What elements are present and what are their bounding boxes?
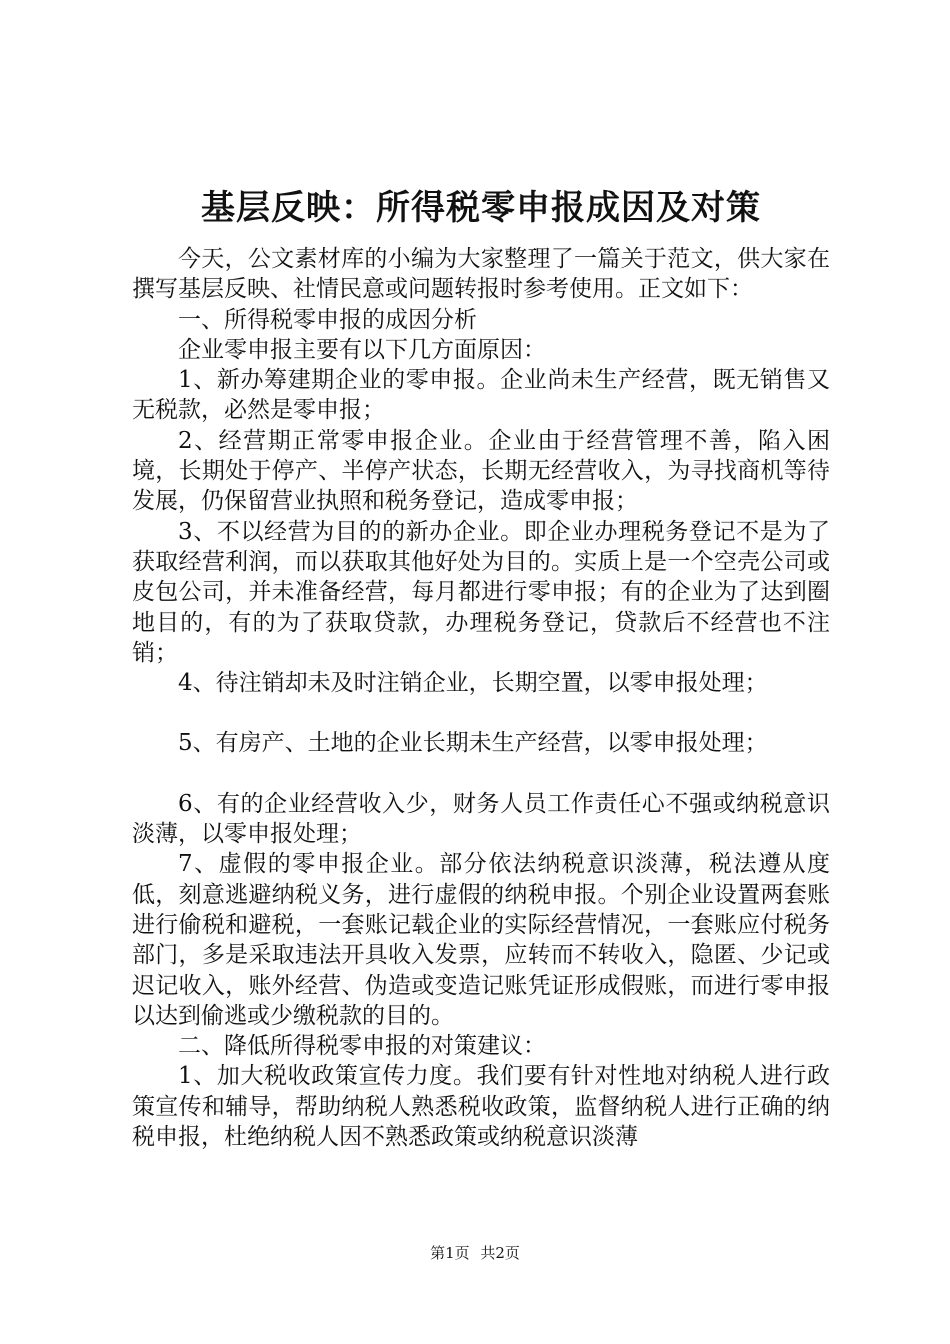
list-item-cause-3: 3、不以经营为目的的新办企业。即企业办理税务登记不是为了获取经营利润，而以获取其他好处为目的。实质上是一个空壳公司或皮包公司，并未准备经营，每月都进行零申报；有的企业为了达到圈地目的，有的为了获取贷款，办理税务登记，贷款后不经营也不注销；: [132, 518, 830, 666]
document-title: 基层反映：所得税零申报成因及对策: [201, 188, 761, 228]
page-footer: [0, 1242, 950, 1263]
section-heading-countermeasures: 二、降低所得税零申报的对策建议：: [178, 1033, 546, 1060]
list-item-cause-2: 2、经营期正常零申报企业。企业由于经营管理不善，陷入困境，长期处于停产、半停产状态，长期无经营收入，为寻找商机等待发展，仍保留营业执照和税务登记，造成零申报；: [132, 427, 830, 515]
document-body: [132, 244, 830, 1152]
list-item-cause-6: 6、有的企业经营收入少，财务人员工作责任心不强或纳税意识淡薄，以零申报处理；: [132, 790, 830, 848]
intro-paragraph: 今天，公文素材库的小编为大家整理了一篇关于范文，供大家在撰写基层反映、社情民意或问题转报时参考使用。正文如下：: [132, 246, 830, 303]
list-item-cause-5: 5、有房产、土地的企业长期未生产经营，以零申报处理；: [178, 730, 768, 757]
document-page: [132, 184, 830, 1152]
list-item-cause-7: 7、虚假的零申报企业。部分依法纳税意识淡薄，税法遵从度低，刻意逃避纳税义务，进行虚假的纳税申报。个别企业设置两套账进行偷税和避税，一套账记载企业的实际经营情况，一套账应付税务部门，多是采取违法开具收入发票，应转而不转收入，隐匿、少记或迟记收入，账外经营、伪造或变造记账凭证形成假账，而进行零申报以达到偷逃或少缴税款的目的。: [132, 851, 830, 1029]
paragraph: 企业零申报主要有以下几方面原因：: [178, 336, 546, 363]
list-item-cause-1: 1、新办筹建期企业的零申报。企业尚未生产经营，既无销售又无税款，必然是零申报；: [132, 367, 830, 424]
page-number: 第1页: [430, 1244, 470, 1262]
section-heading-causes: 一、所得税零申报的成因分析: [178, 306, 477, 333]
list-item-measure-1: 1、加大税收政策宣传力度。我们要有针对性地对纳税人进行政策宣传和辅导，帮助纳税人熟悉税收政策，监督纳税人进行正确的纳税申报，杜绝纳税人因不熟悉政策或纳税意识淡薄: [132, 1063, 830, 1151]
list-item-cause-4: 4、待注销却未及时注销企业，长期空置，以零申报处理；: [178, 670, 768, 697]
page-total: 共2页: [480, 1244, 520, 1262]
